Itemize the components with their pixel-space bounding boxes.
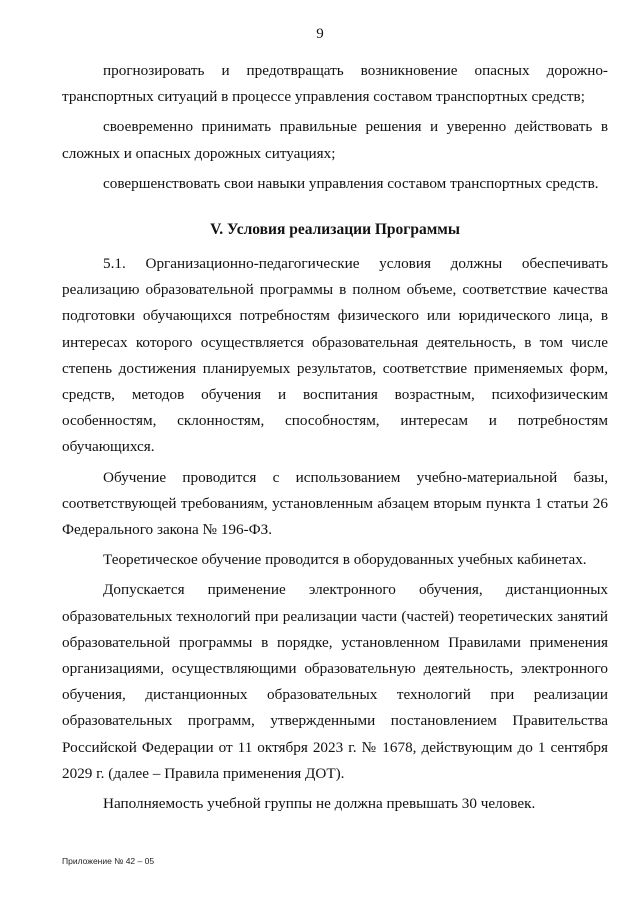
intro-paragraph-2: своевременно принимать правильные решения и уверенно действовать в сложных и опасных дорожных ситуациях;	[62, 118, 608, 162]
section-paragraph-4: Допускается применение электронного обучения, дистанционных образовательных технологий при реализации части (частей) теоретических занятий образовательной программы в порядке, установленном Правилами применения организациями, осуществляющими образовательную деятельность, электронного обучения, дистанционных образовательных технологий при реализации образовательных программ, утвержденными постановлением Правительства Российской Федерации от 11 октября 2023 г. № 1678, действующим до 1 сентября 2029 г. (далее – Правила применения ДОТ).	[62, 581, 608, 782]
page-number: 9	[316, 26, 324, 42]
intro-paragraph-3: совершенствовать свои навыки управления составом транспортных средств.	[103, 174, 599, 192]
section-paragraph-3: Теоретическое обучение проводится в оборудованных учебных кабинетах.	[103, 551, 587, 569]
section-paragraph-5: Наполняемость учебной группы не должна превышать 30 человек.	[103, 795, 536, 813]
section-paragraph-1: 5.1. Организационно-педагогические условия должны обеспечивать реализацию образовательной программы в полном объеме, соответствие качества подготовки обучающихся потребностям физического или юридического лица, в интересах которого осуществляется образовательная деятельность, в том числе степень достижения планируемых результатов, соответствие применяемых форм, средств, методов обучения и воспитания возрастным, психофизическим особенностям, склонностям, способностям, интересам и потребностям обучающихся.	[62, 255, 608, 456]
section-paragraph-2: Обучение проводится с использованием учебно-материальной базы, соответствующей требованиям, установленным абзацем вторым пункта 1 статьи 26 Федерального закона № 196-ФЗ.	[62, 468, 608, 539]
document-body	[62, 58, 608, 817]
intro-paragraph-1: прогнозировать и предотвращать возникновение опасных дорожно-транспортных ситуаций в процессе управления составом транспортных средств;	[62, 62, 608, 106]
section-heading: V. Условия реализации Программы	[210, 221, 460, 239]
footer-annex-label: Приложение № 42 – 05	[62, 856, 155, 866]
